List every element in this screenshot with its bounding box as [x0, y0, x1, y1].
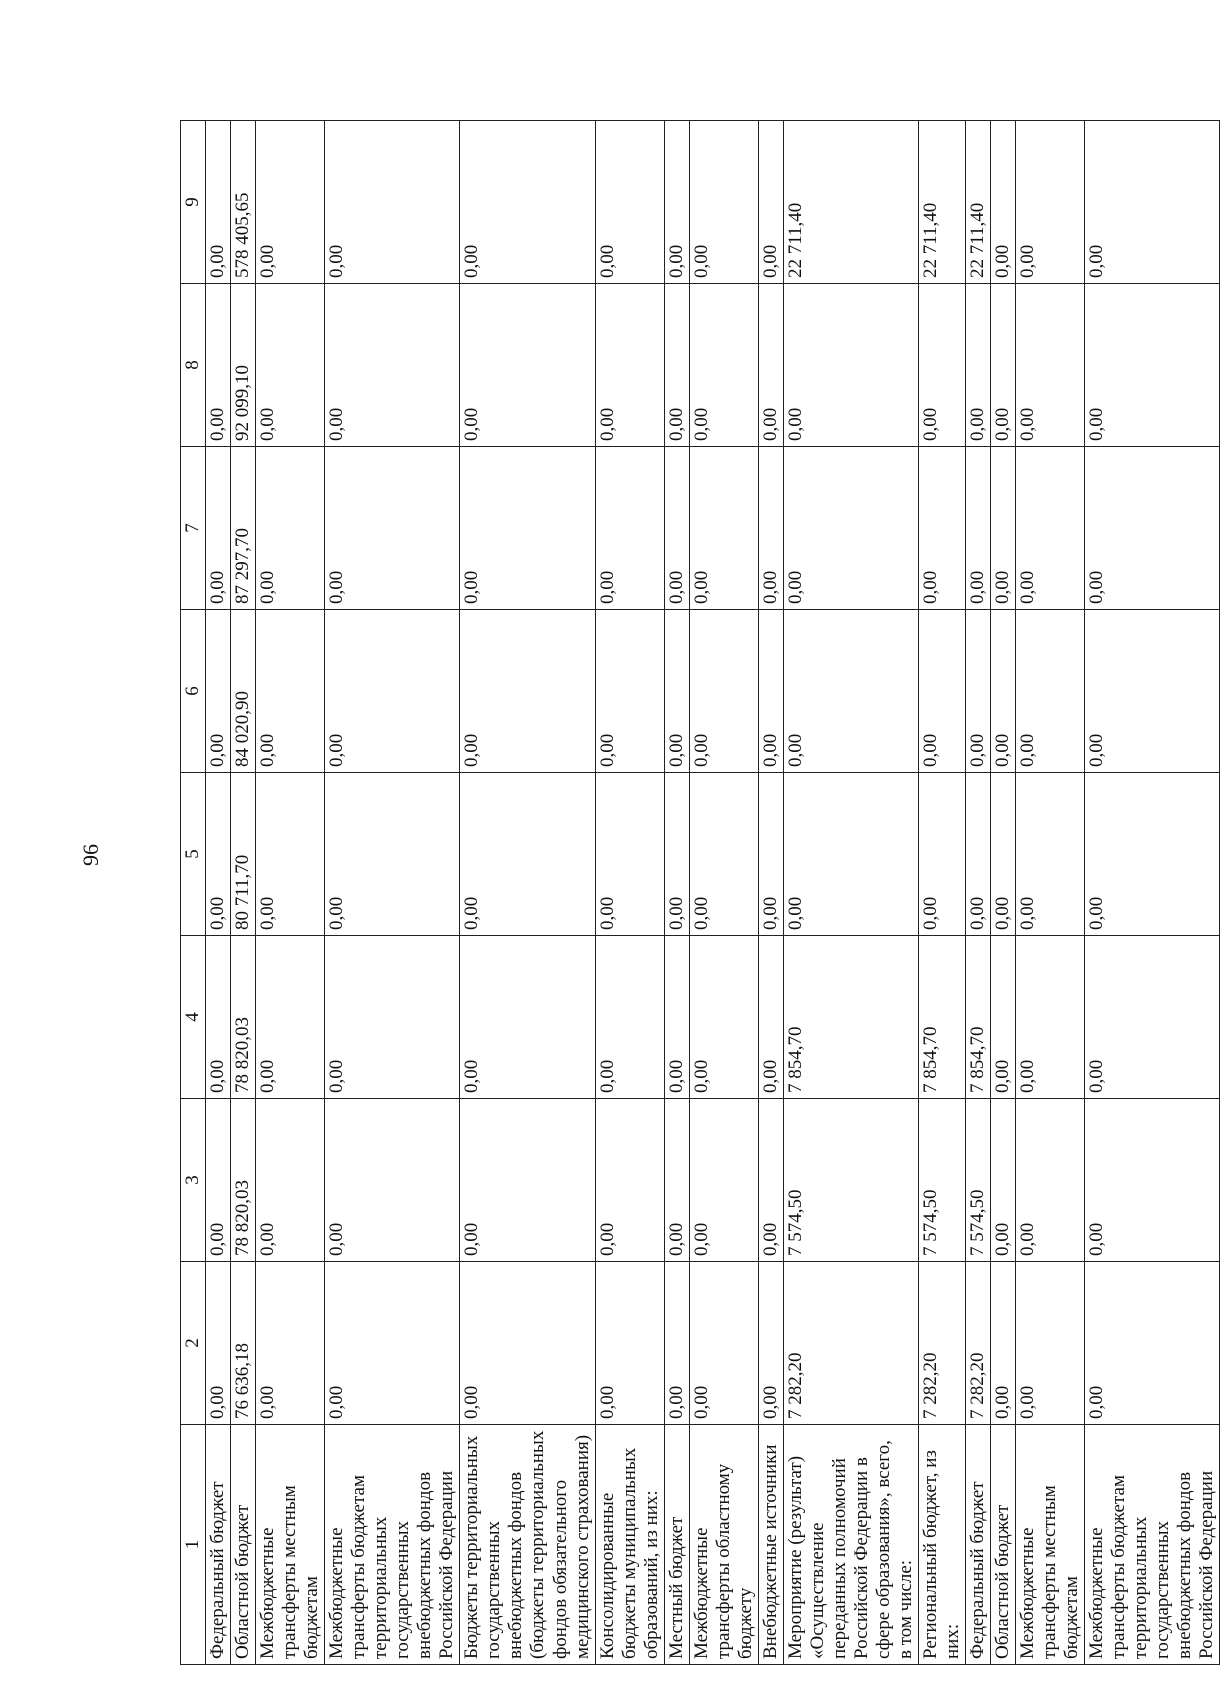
table-row — [1085, 121, 1220, 1665]
value-cell: 7 574,50 — [966, 1099, 991, 1262]
row-label: Межбюджетные трансферты местным бюджетам — [1016, 1425, 1085, 1665]
value-cell: 7 574,50 — [783, 1099, 918, 1262]
value-cell: 76 636,18 — [231, 1262, 256, 1425]
value-cell: 84 020,90 — [231, 610, 256, 773]
page-number: 96 — [78, 844, 103, 866]
value-cell: 0,00 — [919, 773, 966, 936]
value-cell: 22 711,40 — [783, 121, 918, 284]
value-cell: 7 854,70 — [966, 936, 991, 1099]
value-cell: 0,00 — [325, 121, 460, 284]
value-cell: 0,00 — [689, 121, 758, 284]
value-cell: 0,00 — [991, 121, 1016, 284]
value-cell: 0,00 — [460, 1099, 595, 1262]
table-row — [919, 121, 966, 1665]
value-cell: 78 820,03 — [231, 936, 256, 1099]
column-header: 4 — [181, 936, 206, 1099]
row-label: Внебюджетные источники — [758, 1425, 783, 1665]
value-cell: 0,00 — [206, 936, 231, 1099]
row-label: Межбюджетные трансферты местным бюджетам — [256, 1425, 325, 1665]
value-cell: 0,00 — [966, 773, 991, 936]
value-cell: 0,00 — [1016, 121, 1085, 284]
value-cell: 0,00 — [664, 284, 689, 447]
value-cell: 0,00 — [595, 447, 664, 610]
value-cell: 0,00 — [256, 610, 325, 773]
table-row — [991, 121, 1016, 1665]
row-label: Межбюджетные трансферты бюджетам территориальных государственных внебюджетных фондов Российской Федерации — [325, 1425, 460, 1665]
table-row — [1016, 121, 1085, 1665]
value-cell: 0,00 — [1016, 936, 1085, 1099]
table-row — [758, 121, 783, 1665]
value-cell: 0,00 — [1016, 1262, 1085, 1425]
value-cell: 0,00 — [664, 121, 689, 284]
value-cell: 0,00 — [689, 773, 758, 936]
value-cell: 0,00 — [256, 936, 325, 1099]
value-cell: 0,00 — [689, 447, 758, 610]
value-cell: 92 099,10 — [231, 284, 256, 447]
value-cell: 0,00 — [595, 1099, 664, 1262]
value-cell: 0,00 — [595, 773, 664, 936]
header-row — [181, 121, 206, 1665]
column-header: 2 — [181, 1262, 206, 1425]
value-cell: 0,00 — [991, 1262, 1016, 1425]
table-row — [595, 121, 664, 1665]
value-cell: 0,00 — [758, 936, 783, 1099]
value-cell: 0,00 — [991, 1099, 1016, 1262]
value-cell: 0,00 — [966, 610, 991, 773]
value-cell: 0,00 — [595, 1262, 664, 1425]
value-cell: 0,00 — [256, 284, 325, 447]
value-cell: 0,00 — [664, 610, 689, 773]
value-cell: 0,00 — [664, 1262, 689, 1425]
value-cell: 0,00 — [206, 447, 231, 610]
value-cell: 0,00 — [1085, 447, 1220, 610]
value-cell: 0,00 — [325, 1099, 460, 1262]
table-row — [689, 121, 758, 1665]
value-cell: 0,00 — [1085, 121, 1220, 284]
value-cell: 7 574,50 — [919, 1099, 966, 1262]
value-cell: 0,00 — [206, 610, 231, 773]
rotated-table-container — [180, 120, 1218, 1665]
value-cell: 0,00 — [206, 284, 231, 447]
value-cell: 0,00 — [460, 447, 595, 610]
column-header: 9 — [181, 121, 206, 284]
value-cell: 0,00 — [1016, 447, 1085, 610]
value-cell: 0,00 — [783, 610, 918, 773]
value-cell: 78 820,03 — [231, 1099, 256, 1262]
row-label: Областной бюджет — [231, 1425, 256, 1665]
value-cell: 0,00 — [1085, 773, 1220, 936]
value-cell: 0,00 — [460, 610, 595, 773]
budget-table — [180, 120, 1220, 1665]
value-cell: 0,00 — [1016, 773, 1085, 936]
table-row — [325, 121, 460, 1665]
row-label: Консолидированные бюджеты муниципальных образований, из них: — [595, 1425, 664, 1665]
value-cell: 0,00 — [460, 773, 595, 936]
value-cell: 0,00 — [664, 936, 689, 1099]
value-cell: 0,00 — [325, 936, 460, 1099]
value-cell: 7 282,20 — [919, 1262, 966, 1425]
value-cell: 0,00 — [325, 284, 460, 447]
table-row — [966, 121, 991, 1665]
value-cell: 0,00 — [919, 447, 966, 610]
value-cell: 0,00 — [460, 121, 595, 284]
value-cell: 0,00 — [256, 773, 325, 936]
value-cell: 0,00 — [689, 1262, 758, 1425]
value-cell: 0,00 — [595, 610, 664, 773]
value-cell: 0,00 — [256, 1099, 325, 1262]
value-cell: 0,00 — [256, 1262, 325, 1425]
column-header: 1 — [181, 1425, 206, 1665]
value-cell: 7 282,20 — [783, 1262, 918, 1425]
column-header: 6 — [181, 610, 206, 773]
row-label: Мероприятие (результат) «Осуществление переданных полномочий Российской Федерации в сфере образования», всего, в том числе: — [783, 1425, 918, 1665]
value-cell: 0,00 — [1016, 610, 1085, 773]
value-cell: 0,00 — [991, 936, 1016, 1099]
column-header: 3 — [181, 1099, 206, 1262]
value-cell: 0,00 — [991, 284, 1016, 447]
value-cell: 0,00 — [1085, 1099, 1220, 1262]
value-cell: 7 854,70 — [919, 936, 966, 1099]
value-cell: 0,00 — [325, 447, 460, 610]
value-cell: 0,00 — [595, 121, 664, 284]
value-cell: 0,00 — [919, 284, 966, 447]
value-cell: 0,00 — [758, 1262, 783, 1425]
table-row — [783, 121, 918, 1665]
value-cell: 0,00 — [325, 773, 460, 936]
value-cell: 0,00 — [256, 121, 325, 284]
value-cell: 0,00 — [1016, 284, 1085, 447]
value-cell: 0,00 — [758, 121, 783, 284]
row-label: Местный бюджет — [664, 1425, 689, 1665]
value-cell: 0,00 — [689, 610, 758, 773]
value-cell: 80 711,70 — [231, 773, 256, 936]
row-label: Бюджеты территориальных государственных внебюджетных фондов (бюджеты территориальных фондов обязательного медицинского страхования) — [460, 1425, 595, 1665]
column-header: 7 — [181, 447, 206, 610]
value-cell: 578 405,65 — [231, 121, 256, 284]
row-label: Региональный бюджет, из них: — [919, 1425, 966, 1665]
value-cell: 0,00 — [689, 936, 758, 1099]
value-cell: 0,00 — [758, 773, 783, 936]
value-cell: 0,00 — [664, 1099, 689, 1262]
value-cell: 0,00 — [256, 447, 325, 610]
row-label: Федеральный бюджет — [966, 1425, 991, 1665]
table-row — [664, 121, 689, 1665]
value-cell: 0,00 — [325, 1262, 460, 1425]
value-cell: 0,00 — [206, 773, 231, 936]
table-row — [206, 121, 231, 1665]
value-cell: 0,00 — [206, 1262, 231, 1425]
column-header: 5 — [181, 773, 206, 936]
value-cell: 87 297,70 — [231, 447, 256, 610]
value-cell: 0,00 — [664, 447, 689, 610]
value-cell: 0,00 — [1085, 284, 1220, 447]
value-cell: 0,00 — [1085, 610, 1220, 773]
value-cell: 0,00 — [758, 1099, 783, 1262]
value-cell: 7 282,20 — [966, 1262, 991, 1425]
value-cell: 0,00 — [689, 284, 758, 447]
value-cell: 0,00 — [991, 773, 1016, 936]
value-cell: 0,00 — [689, 1099, 758, 1262]
value-cell: 0,00 — [758, 284, 783, 447]
value-cell: 7 854,70 — [783, 936, 918, 1099]
table-row — [256, 121, 325, 1665]
table-row — [231, 121, 256, 1665]
value-cell: 0,00 — [783, 447, 918, 610]
value-cell: 0,00 — [206, 1099, 231, 1262]
value-cell: 0,00 — [460, 936, 595, 1099]
row-label: Межбюджетные трансферты областному бюджету — [689, 1425, 758, 1665]
value-cell: 0,00 — [1085, 936, 1220, 1099]
value-cell: 0,00 — [325, 610, 460, 773]
table-row — [460, 121, 595, 1665]
value-cell: 0,00 — [919, 610, 966, 773]
value-cell: 0,00 — [991, 610, 1016, 773]
row-label: Федеральный бюджет — [206, 1425, 231, 1665]
value-cell: 0,00 — [664, 773, 689, 936]
value-cell: 0,00 — [783, 284, 918, 447]
value-cell: 0,00 — [460, 284, 595, 447]
column-header: 8 — [181, 284, 206, 447]
value-cell: 0,00 — [991, 447, 1016, 610]
row-label: Областной бюджет — [991, 1425, 1016, 1665]
value-cell: 0,00 — [966, 447, 991, 610]
value-cell: 22 711,40 — [966, 121, 991, 284]
row-label: Межбюджетные трансферты бюджетам территориальных государственных внебюджетных фондов Российской Федерации — [1085, 1425, 1220, 1665]
value-cell: 0,00 — [595, 284, 664, 447]
value-cell: 0,00 — [783, 773, 918, 936]
value-cell: 0,00 — [1016, 1099, 1085, 1262]
value-cell: 0,00 — [758, 447, 783, 610]
value-cell: 0,00 — [595, 936, 664, 1099]
value-cell: 0,00 — [460, 1262, 595, 1425]
value-cell: 0,00 — [206, 121, 231, 284]
value-cell: 0,00 — [1085, 1262, 1220, 1425]
value-cell: 0,00 — [758, 610, 783, 773]
value-cell: 0,00 — [966, 284, 991, 447]
value-cell: 22 711,40 — [919, 121, 966, 284]
